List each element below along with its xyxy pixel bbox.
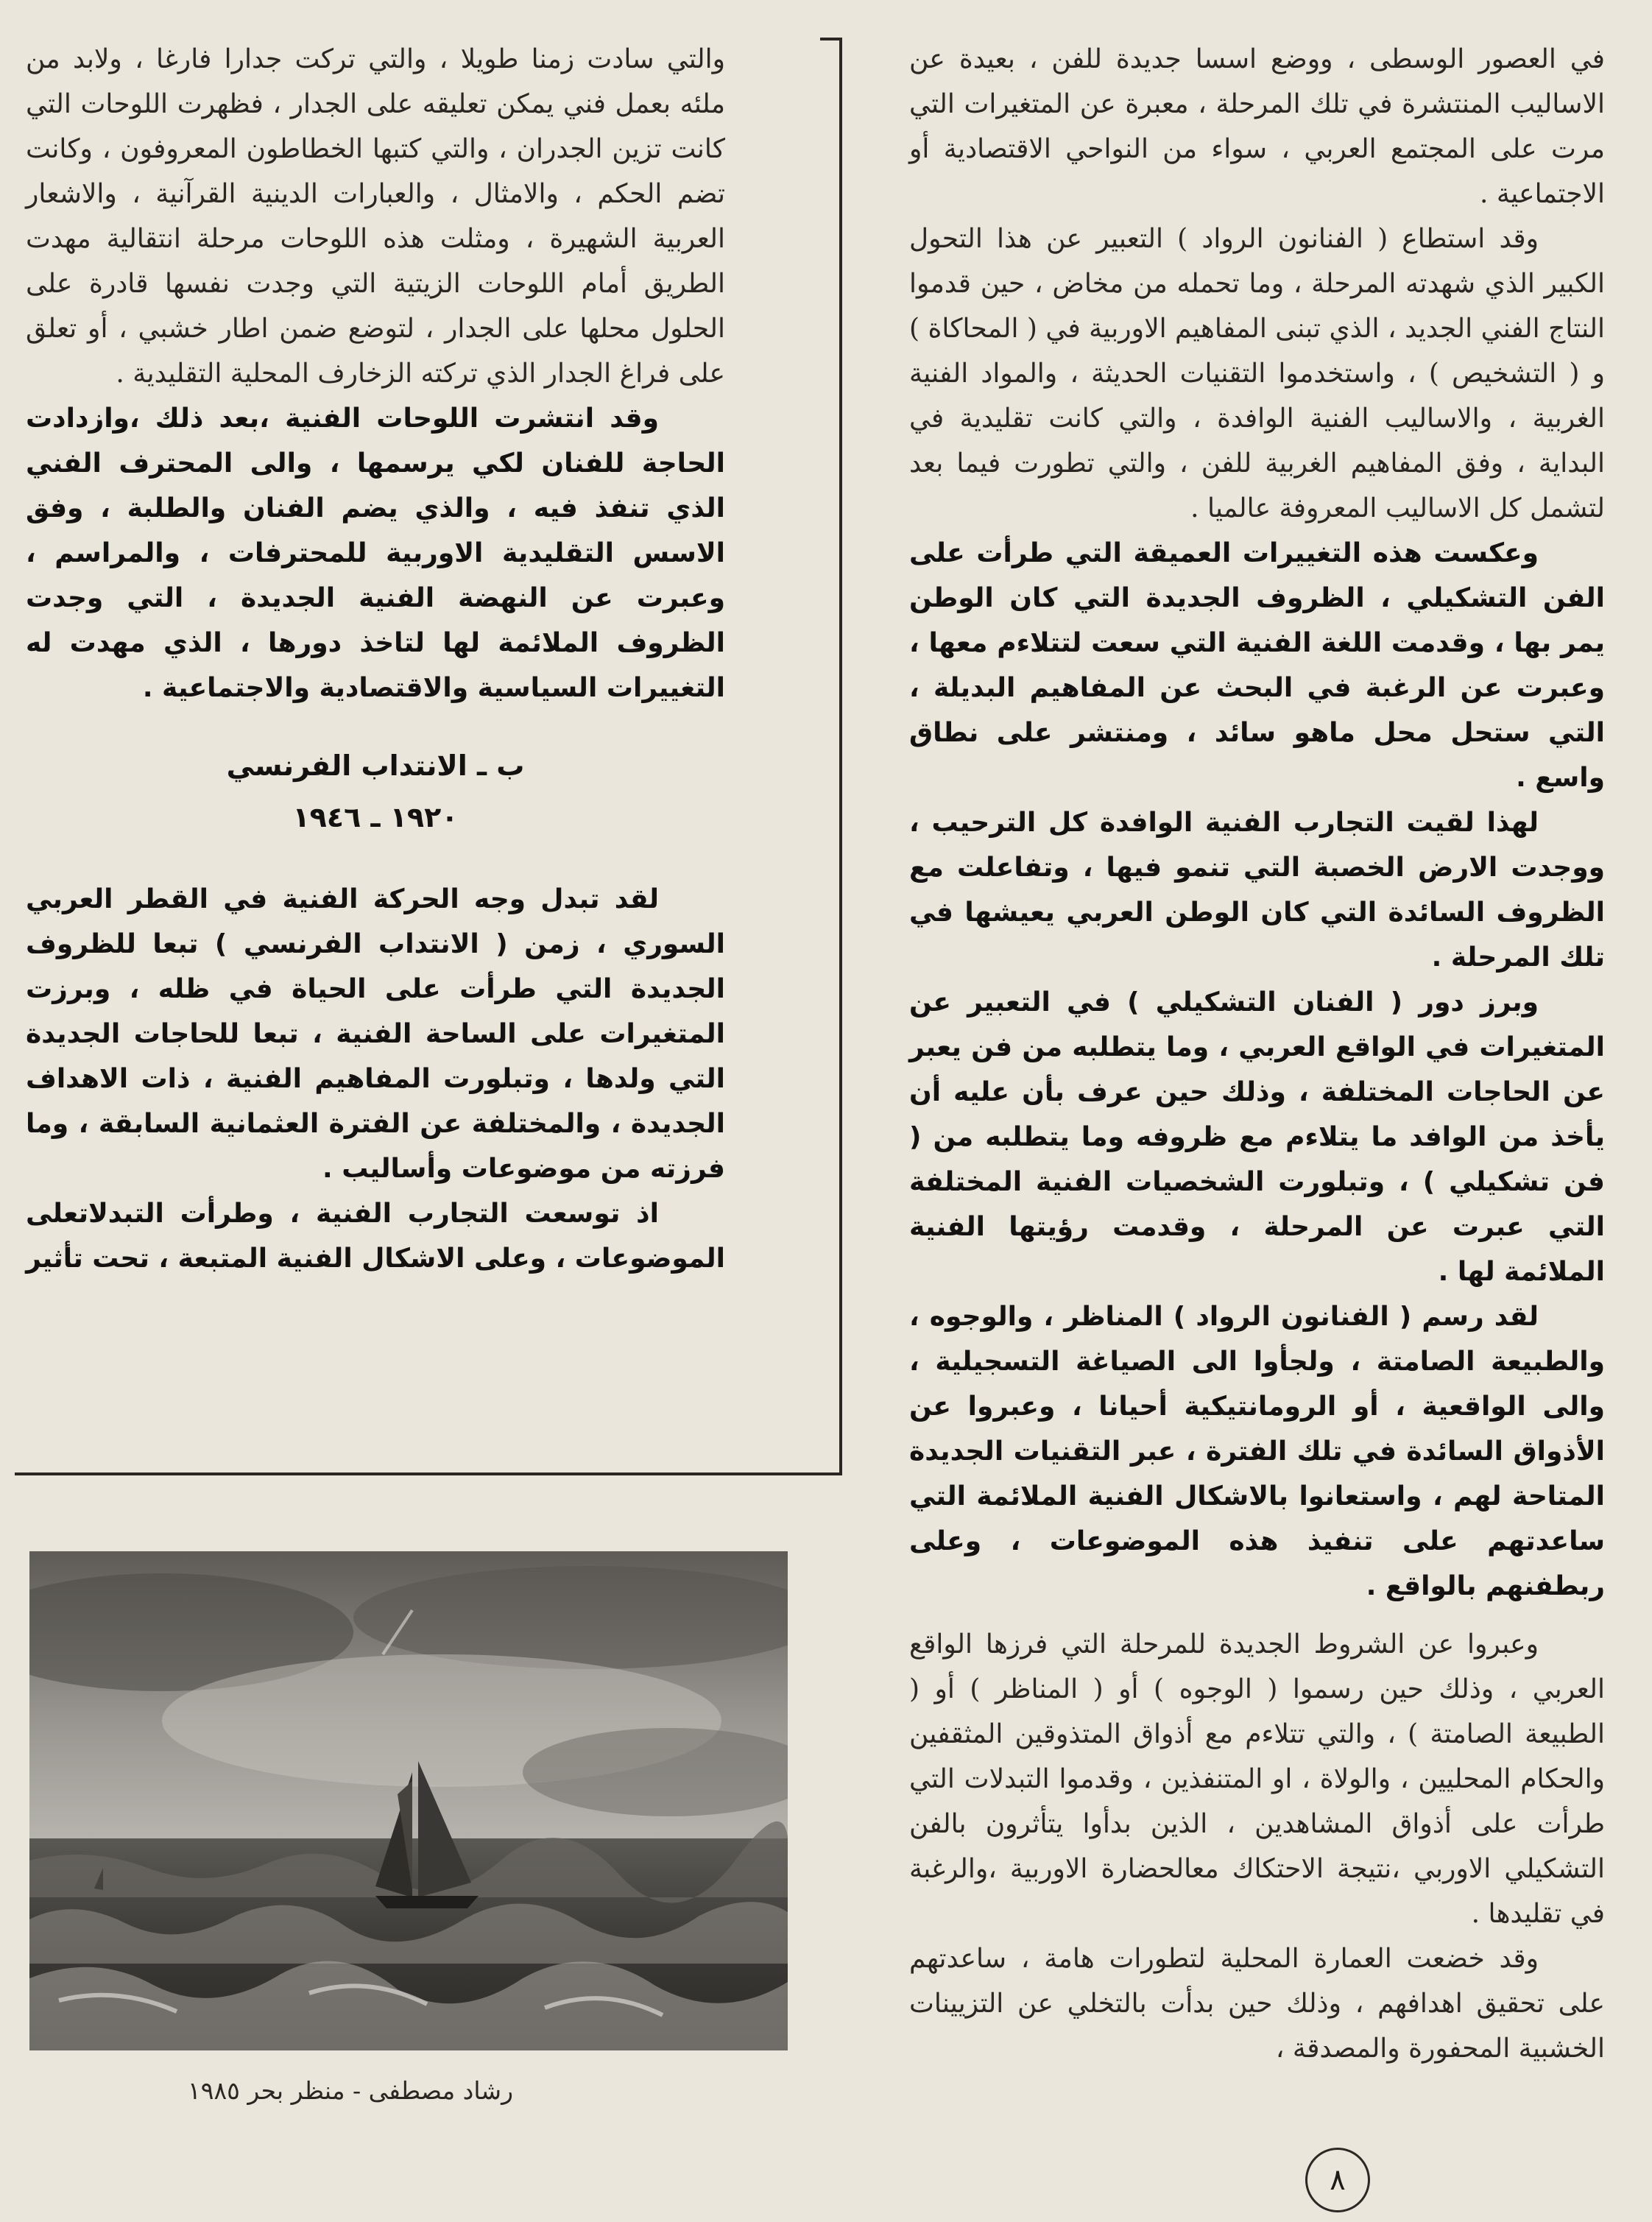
figure-caption: رشاد مصطفى - منظر بحر ١٩٨٥ [188, 2076, 514, 2105]
section-title: ب ـ الانتداب الفرنسي [226, 750, 525, 782]
right-text-column [909, 37, 1605, 2071]
seascape-painting [29, 1551, 788, 2050]
paragraph: وعكست هذه التغييرات العميقة التي طرأت على الفن التشكيلي ، الظروف الجديدة التي كان الوطن يمر بها ، وقدمت اللغة الفنية التي سعت لتتلاءم معها ، وعبرت عن الرغبة في البحث عن المفاهيم البديلة ، التي ستحل محل ماهو سائد ، ومنتشر على نطاق واسع . [909, 538, 1605, 793]
paragraph: اذ توسعت التجارب الفنية ، وطرأت التبدلاتعلى الموضوعات ، وعلى الاشكال الفنية المتبعة ، تحت تأثير [26, 1199, 725, 1274]
paragraph: في العصور الوسطى ، ووضع اسسا جديدة للفن ، بعيدة عن الاساليب المنتشرة في تلك المرحلة ، معبرة عن المتغيرات التي مرت على المجتمع العربي ، سواء من النواحي الاقتصادية أو الاجتماعية . [909, 44, 1605, 209]
paragraph: لهذا لقيت التجارب الفنية الوافدة كل الترحيب ، ووجدت الارض الخصبة التي تنمو فيها ، وتفاعلت مع الظروف السائدة التي كان الوطن العربي يعيشها في تلك المرحلة . [909, 808, 1605, 973]
paragraph: وقد استطاع ( الفنانون الرواد ) التعبير عن هذا التحول الكبير الذي شهدته المرحلة ، وما تحمله من مخاض ، حين قدموا النتاج الفني الجديد ، الذي تبنى المفاهيم الاوربية في ( المحاكاة ) و ( التشخيص ) ، واستخدموا التقنيات الحديثة ، والمواد الفنية الغربية ، والاساليب الفنية الوافدة ، والتي كانت تقليدية في البداية ، وفق المفاهيم الغربية للفن ، والتي تطورت فيما بعد لتشمل كل الاساليب المعروفة عالميا . [909, 224, 1605, 523]
paragraph: لقد رسم ( الفنانون الرواد ) المناظر ، والوجوه ، والطبيعة الصامتة ، ولجأوا الى الصياغة التسجيلية ، والى الواقعية ، أو الرومانتيكية أحيانا ، وعبروا عن الأذواق السائدة في تلك الفترة ، عبر التقنيات الجديدة المتاحة لهم ، واستعانوا بالاشكال الفنية الملائمة التي ساعدتهم على تنفيذ هذه الموضوعات ، وعلى ربطفنهم بالواقع . [909, 1302, 1605, 1601]
seascape-painting-image [29, 1551, 788, 2050]
section-years: ١٩٢٠ ـ ١٩٤٦ [292, 801, 459, 833]
paragraph: وبرز دور ( الفنان التشكيلي ) في التعبير عن المتغيرات في الواقع العربي ، وما يتطلبه من فن يعبر عن الحاجات المختلفة ، وذلك حين عرف بأن عليه أن يأخذ من الوافد ما يتلاءم مع ظروفه وما يتطلبه من ( فن تشكيلي ) ، وتبلورت الشخصيات الفنية المختلفة التي عبرت عن المرحلة ، وقدمت رؤيتها الفنية الملائمة لها . [909, 987, 1605, 1287]
paragraph: والتي سادت زمنا طويلا ، والتي تركت جدارا فارغا ، ولابد من ملئه بعمل فني يمكن تعليقه على الجدار ، فظهرت اللوحات التي كانت تزين الجدران ، والتي كتبها الخطاطون المعروفون ، وكانت تضم الحكم ، والامثال ، والعبارات الدينية القرآنية ، والاشعار العربية الشهيرة ، ومثلت هذه اللوحات مرحلة انتقالية مهدت الطريق أمام اللوحات الزيتية التي وجدت نفسها قادرة على الحلول محلها على الجدار ، لتوضع ضمن اطار خشبي ، أو تعلق على فراغ الجدار الذي تركته الزخارف المحلية التقليدية . [26, 44, 725, 389]
page-number: ٨ [1305, 2148, 1370, 2212]
paragraph: وقد انتشرت اللوحات الفنية ،بعد ذلك ،وازدادت الحاجة للفنان لكي يرسمها ، والى المحترف الفني الذي تنفذ فيه ، والذي يضم الفنان والطلبة ، وفق الاسس التقليدية الاوربية للمحترفات ، والمراسم ، وعبرت عن النهضة الفنية الجديدة ، التي وجدت الظروف الملائمة لها لتاخذ دورها ، الذي مهدت له التغييرات السياسية والاقتصادية والاجتماعية . [26, 403, 725, 703]
paragraph: وعبروا عن الشروط الجديدة للمرحلة التي فرزها الواقع العربي ، وذلك حين رسموا ( الوجوه ) أو ( المناظر ) أو ( الطبيعة الصامتة ) ، والتي تتلاءم مع أذواق المتذوقين المثقفين والحكام المحليين ، والولاة ، او المتنفذين ، وقدموا التبدلات التي طرأت على أذواق المشاهدين ، الذين بدأوا يتأثرون بالفن التشكيلي الاوربي ،نتيجة الاحتكاك معالحضارة الاوربية ،والرغبة في تقليدها . [909, 1629, 1605, 1929]
paragraph: لقد تبدل وجه الحركة الفنية في القطر العربي السوري ، زمن ( الانتداب الفرنسي ) تبعا للظروف الجديدة التي طرأت على الحياة في ظله ، وبرزت المتغيرات على الساحة الفنية ، تبعا للحاجات الجديدة التي ولدها ، وتبلورت المفاهيم الفنية ، ذات الاهداف الجديدة ، والمختلفة عن الفترة العثمانية السابقة ، وما فرزته من موضوعات وأساليب . [26, 884, 725, 1184]
left-text-column [26, 37, 725, 1281]
paragraph: وقد خضعت العمارة المحلية لتطورات هامة ، ساعدتهم على تحقيق اهدافهم ، وذلك حين بدأت بالتخلي عن التزيينات الخشبية المحفورة والمصدقة ، [909, 1944, 1605, 2064]
